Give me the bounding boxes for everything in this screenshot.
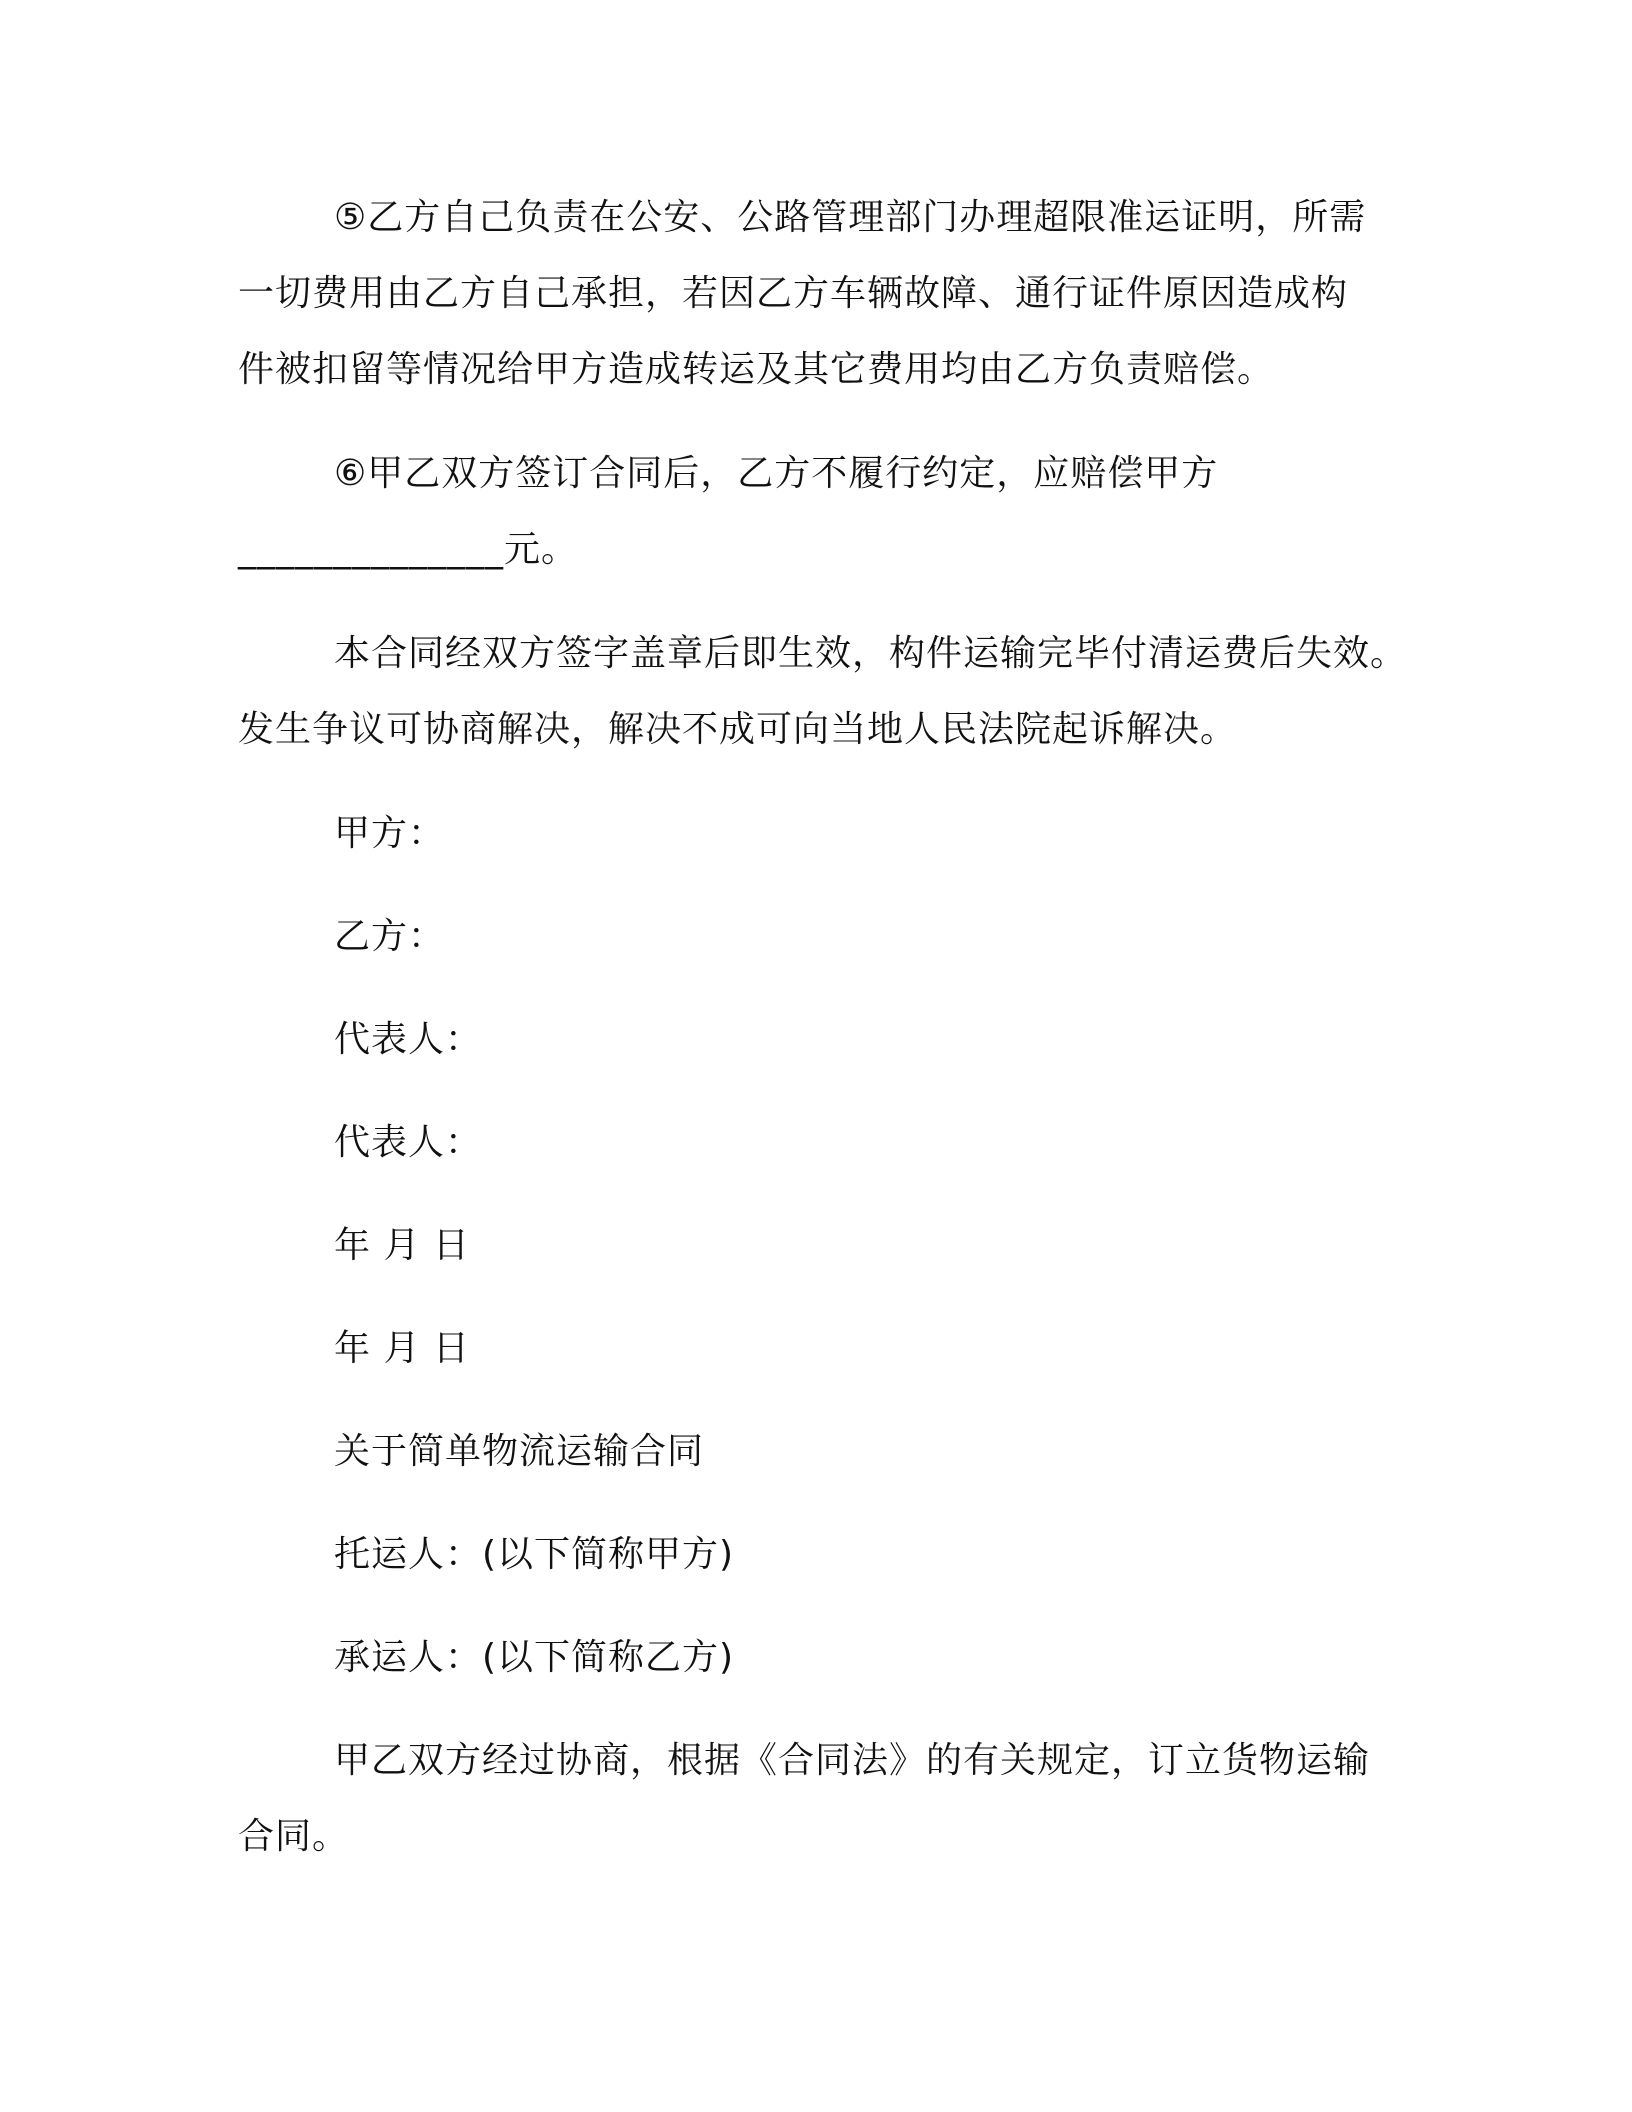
party-b-label: 乙方：: [334, 916, 446, 957]
clause-5-line-2: 一切费用由乙方自己承担，若因乙方车辆故障、通行证件原因造成构: [238, 273, 1349, 314]
date-line-a: 年 月 日: [334, 1225, 470, 1266]
representative-label-a: 代表人：: [334, 1019, 483, 1060]
date-line-b: 年 月 日: [334, 1328, 470, 1369]
clause-5-line-3: 件被扣留等情况给甲方造成转运及其它费用均由乙方负责赔偿。: [238, 349, 1275, 390]
clause-6-line-1: ⑥甲乙双方签订合同后，乙方不履行约定，应赔偿甲方: [334, 453, 1219, 494]
agreement-line-2: 合同。: [238, 1816, 350, 1857]
validity-line-2: 发生争议可协商解决，解决不成可向当地人民法院起诉解决。: [238, 709, 1238, 750]
contract-title: 关于简单物流运输合同: [334, 1431, 705, 1472]
carrier-line: 承运人：(以下简称乙方): [334, 1637, 735, 1678]
clause-6-line-2: ______________元。: [238, 529, 579, 570]
shipper-line: 托运人：(以下简称甲方): [334, 1534, 735, 1575]
validity-line-1: 本合同经双方签字盖章后即生效，构件运输完毕付清运费后失效。: [334, 633, 1408, 674]
clause-5-line-1: ⑤乙方自己负责在公安、公路管理部门办理超限准运证明，所需: [334, 197, 1367, 238]
representative-label-b: 代表人：: [334, 1122, 483, 1163]
agreement-line-1: 甲乙双方经过协商，根据《合同法》的有关规定，订立货物运输: [334, 1740, 1371, 1781]
party-a-label: 甲方：: [334, 813, 446, 854]
